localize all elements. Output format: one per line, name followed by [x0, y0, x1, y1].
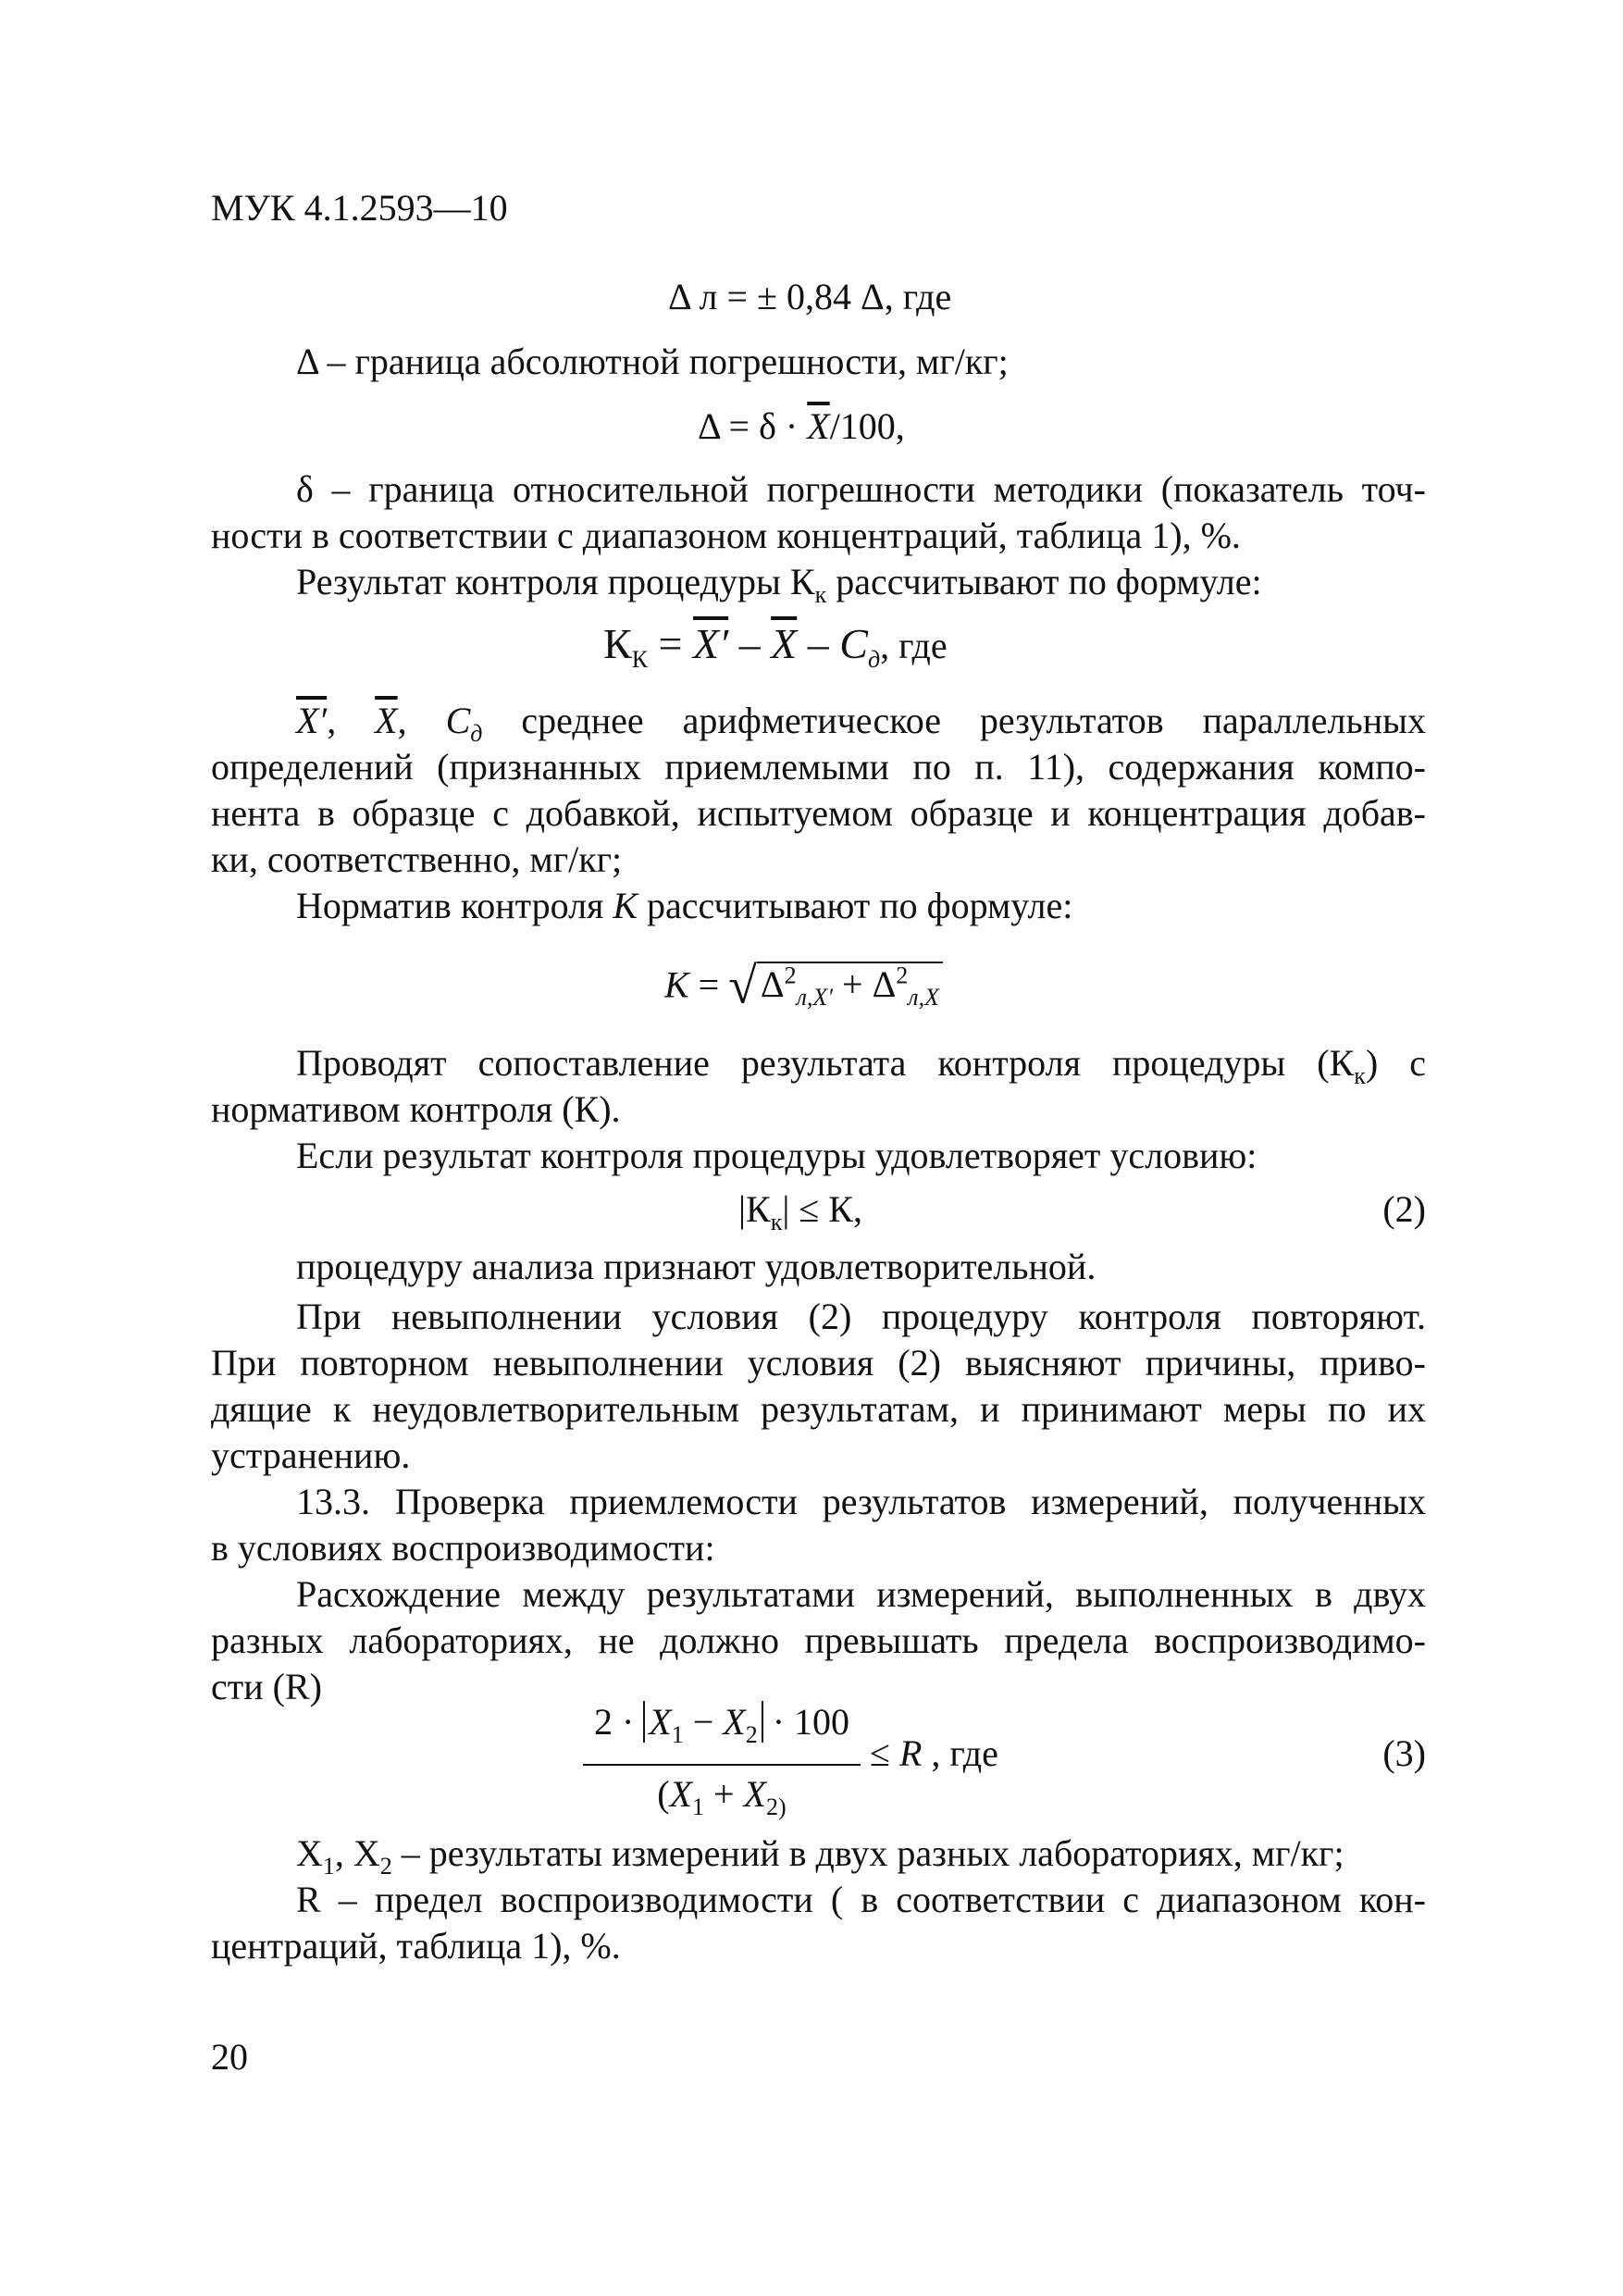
xdef-line-4: ки, соответственно, мг/кг; — [211, 838, 623, 880]
equation-3-numerator: $2 \cdot X_1 - X_2 \cdot 100$ — [593, 1701, 850, 1748]
xdef-line-1: X′, $\overline{X}$, $C_д$ среднее арифметическое результатов параллельных — [296, 700, 1426, 747]
section-13-3-line-1: 13.3. Проверка приемлемости результатов измерений, полученных — [296, 1481, 1426, 1522]
result-formula-intro: Результат контроля процедуры $К_к$ рассчитывают по формуле: — [296, 561, 1262, 608]
discrepancy-line-3: сти (R) — [211, 1666, 322, 1707]
equation-delta-l: Δ л = ± 0,84 Δ, где — [668, 276, 952, 317]
page-header: МУК 4.1.2593—10 — [211, 187, 508, 229]
small-delta-line-2: ности в соответствии с диапазоном концентраций, таблица 1), %. — [211, 515, 1241, 556]
xdef-line-3: нента в образце с добавкой, испытуемом образце и концентрация добав- — [211, 792, 1426, 834]
r-definition-line-2: центраций, таблица 1), %. — [211, 1925, 621, 1967]
compare-line-2: нормативом контроля (К). — [211, 1088, 621, 1130]
discrepancy-line-1: Расхождение между результатами измерений, выполненных в двух — [296, 1573, 1426, 1615]
x12-definition: $X_1$, $X_2$ – результаты измерений в двух разных лабораториях, мг/кг; — [296, 1832, 1344, 1880]
equation-2: $|К_к| \le К$, — [738, 1188, 862, 1235]
equation-2-number: (2) — [1382, 1188, 1426, 1230]
equation-kk: $К_К = X' - \overline{X} - C_д$, где — [603, 620, 948, 674]
absolute-value: $X_1 - X_2$ — [643, 1701, 762, 1743]
section-13-3-line-2: в условиях воспроизводимости: — [211, 1527, 715, 1569]
equation-3-number: (3) — [1382, 1732, 1426, 1774]
norm-formula-intro: Норматив контроля К рассчитывают по формуле: — [296, 885, 1073, 926]
equation-3-denominator: ($X_1 + X_{2)}$ — [657, 1773, 787, 1820]
fail-line-4: устранению. — [211, 1434, 411, 1476]
sqrt-sign: √ — [728, 957, 757, 1015]
page-number: 20 — [211, 2036, 248, 2078]
small-delta-line-1: δ – граница относительной погрешности методики (показатель точ- — [296, 468, 1426, 510]
xdef-line-2: определений (признанных приемлемыми по п. 11), содержания компо- — [211, 746, 1426, 788]
sqrt-radicand: $\Delta^2_{л,X'} + \Delta^2_{л,X}$ — [757, 962, 943, 1005]
r-definition-line-1: R – предел воспроизводимости ( в соответствии с диапазоном кон- — [296, 1879, 1426, 1920]
discrepancy-line-2: разных лабораториях, не должно превышать предела воспроизводимо- — [211, 1620, 1426, 1661]
accept-text: процедуру анализа признают удовлетворительной. — [296, 1246, 1096, 1287]
equation-delta: $\Delta = \delta \cdot \overline{X}/100$, — [698, 405, 905, 447]
equation-3 — [583, 1699, 861, 1831]
fraction-bar — [583, 1764, 861, 1766]
equation-3-relation: ≤ R , где — [870, 1732, 998, 1774]
fail-line-3: дящие к неудовлетворительным результатам, и принимают меры по их — [211, 1388, 1426, 1430]
compare-line-1: Проводят сопоставление результата контроля процедуры $(К_к)$ с — [296, 1042, 1426, 1089]
equation-k: К = √ $\Delta^2_{л,X'} + \Delta^2_{л,X}$ — [664, 953, 943, 1021]
delta-definition: Δ – граница абсолютной погрешности, мг/кг; — [296, 341, 1009, 382]
fail-line-1: При невыполнении условия (2) процедуру контроля повторяют. — [296, 1296, 1426, 1337]
condition-intro: Если результат контроля процедуры удовлетворяет условию: — [296, 1135, 1258, 1176]
fail-line-2: При повторном невыполнении условия (2) выясняют причины, приво- — [211, 1342, 1426, 1384]
